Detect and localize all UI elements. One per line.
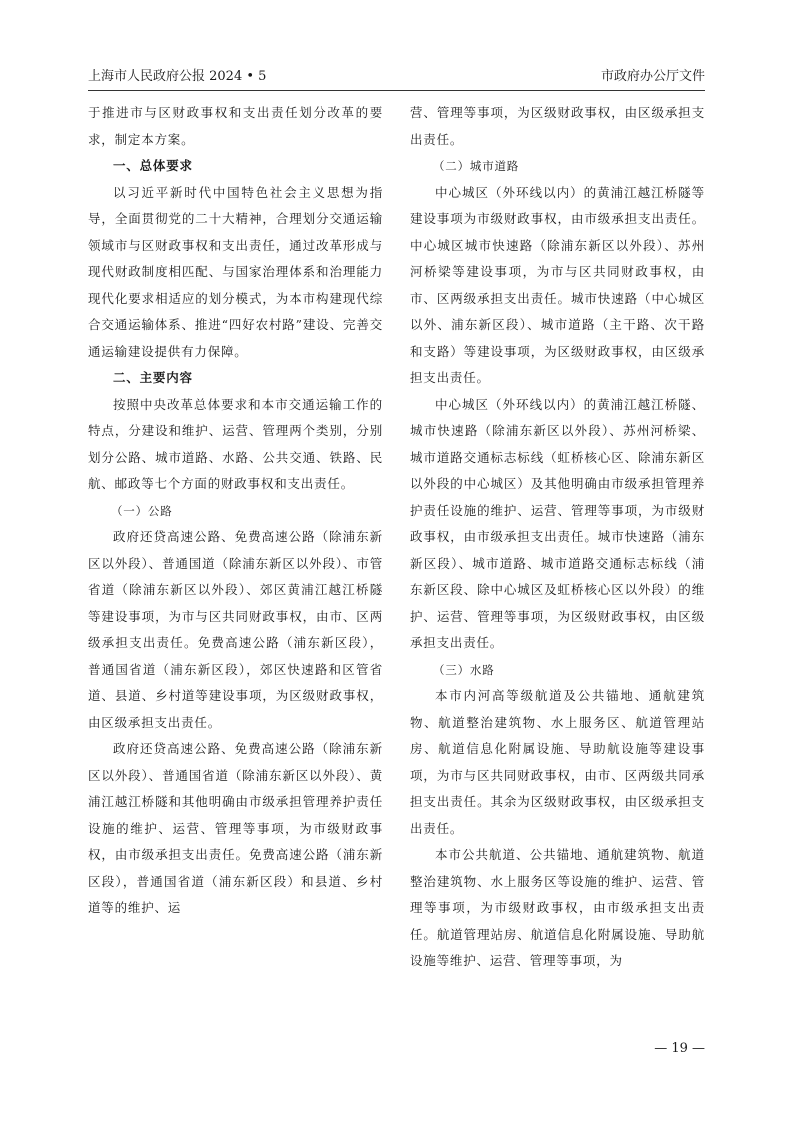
paragraph: 营、管理等事项，为区级财政事权，由区级承担支出责任。 xyxy=(410,105,705,147)
section-heading: 二、主要内容 xyxy=(113,370,193,385)
right-column xyxy=(410,100,705,975)
document-category: 市政府办公厅文件 xyxy=(600,69,705,84)
paragraph: 本市公共航道、公共锚地、通航建筑物、航道整治建筑物、水上服务区等设施的维护、运营、管理等事项，为市级财政事权，由市级承担支出责任。航道管理站房、航道信息化附属设施、导助航设施等维护、运营、管理等事项，为 xyxy=(410,847,705,968)
paragraph: 政府还贷高速公路、免费高速公路（除浦东新区以外段）、普通国省道（除浦东新区以外段）、黄浦江越江桥隧和其他明确由市级承担管理养护责任设施的维护、运营、管理等事项，为市级财政事权，由市级承担支出责任。免费高速公路（浦东新区段），普通国省道（浦东新区段）和县道、乡村道等的维护、运 xyxy=(88,741,383,915)
page-header xyxy=(88,68,705,90)
subsection-heading: （一）公路 xyxy=(111,503,173,518)
paragraph: 中心城区（外环线以内）的黄浦江越江桥隧、城市快速路（除浦东新区以外段）、苏州河桥梁、城市道路交通标志标线（虹桥核心区、除浦东新区以外段的中心城区）及其他明确由市级承担管理养护责任设施的维护、运营、管理等事项，为市级财政事权，由市级承担支出责任。城市快速路（浦东新区段）、城市道路、城市道路交通标志标线（浦东新区段、除中心城区及虹桥核心区以外段）的维护、运营、管理等事项，为区级财政事权，由区级承担支出责任。 xyxy=(410,396,705,650)
paragraph: 按照中央改革总体要求和本市交通运输工作的特点，分建设和维护、运营、管理两个类别，分别划分公路、城市道路、水路、公共交通、铁路、民航、邮政等七个方面的财政事权和支出责任。 xyxy=(88,396,383,491)
header-divider xyxy=(88,90,705,91)
paragraph: 中心城区（外环线以内）的黄浦江越江桥隧等建设事项为市级财政事权，由市级承担支出责任。中心城区城市快速路（除浦东新区以外段）、苏州河桥梁等建设事项，为市与区共同财政事权，由市、区两级承担支出责任。城市快速路（中心城区以外、浦东新区段）、城市道路（主干路、次干路和支路）等建设事项，为区级财政事权，由区级承担支出责任。 xyxy=(410,184,705,385)
subsection-heading: （二）城市道路 xyxy=(433,159,520,173)
subsection-heading: （三）水路 xyxy=(433,662,495,677)
paragraph: 以习近平新时代中国特色社会主义思想为指导，全面贯彻党的二十大精神，合理划分交通运输领域市与区财政事权和支出责任，通过改革形成与现代财政制度相匹配、与国家治理体系和治理能力现代化要求相适应的划分模式，为本市构建现代综合交通运输体系、推进“四好农村路”建设、完善交通运输建设提供有力保障。 xyxy=(88,184,383,359)
paragraph: 本市内河高等级航道及公共锚地、通航建筑物、航道整治建筑物、水上服务区、航道管理站房、航道信息化附属设施、导助航设施等建设事项，为市与区共同财政事权，由市、区两级共同承担支出责任。其余为区级财政事权，由区级承担支出责任。 xyxy=(410,688,705,836)
section-heading: 一、总体要求 xyxy=(113,158,193,173)
page-number: — 19 — xyxy=(654,1041,705,1056)
journal-title: 上海市人民政府公报 2024 • 5 xyxy=(88,69,267,84)
paragraph: 政府还贷高速公路、免费高速公路（除浦东新区以外段）、普通国道（除浦东新区以外段）、市管省道（除浦东新区以外段）、郊区黄浦江越江桥隧等建设事项，为市与区共同财政事权，由市、区两级承担支出责任。免费高速公路（浦东新区段），普通国省道（浦东新区段），郊区快速路和区管省道、县道、乡村道等建设事项，为区级财政事权，由区级承担支出责任。 xyxy=(88,529,383,730)
left-column xyxy=(88,100,383,922)
paragraph: 于推进市与区财政事权和支出责任划分改革的要求，制定本方案。 xyxy=(88,105,383,147)
